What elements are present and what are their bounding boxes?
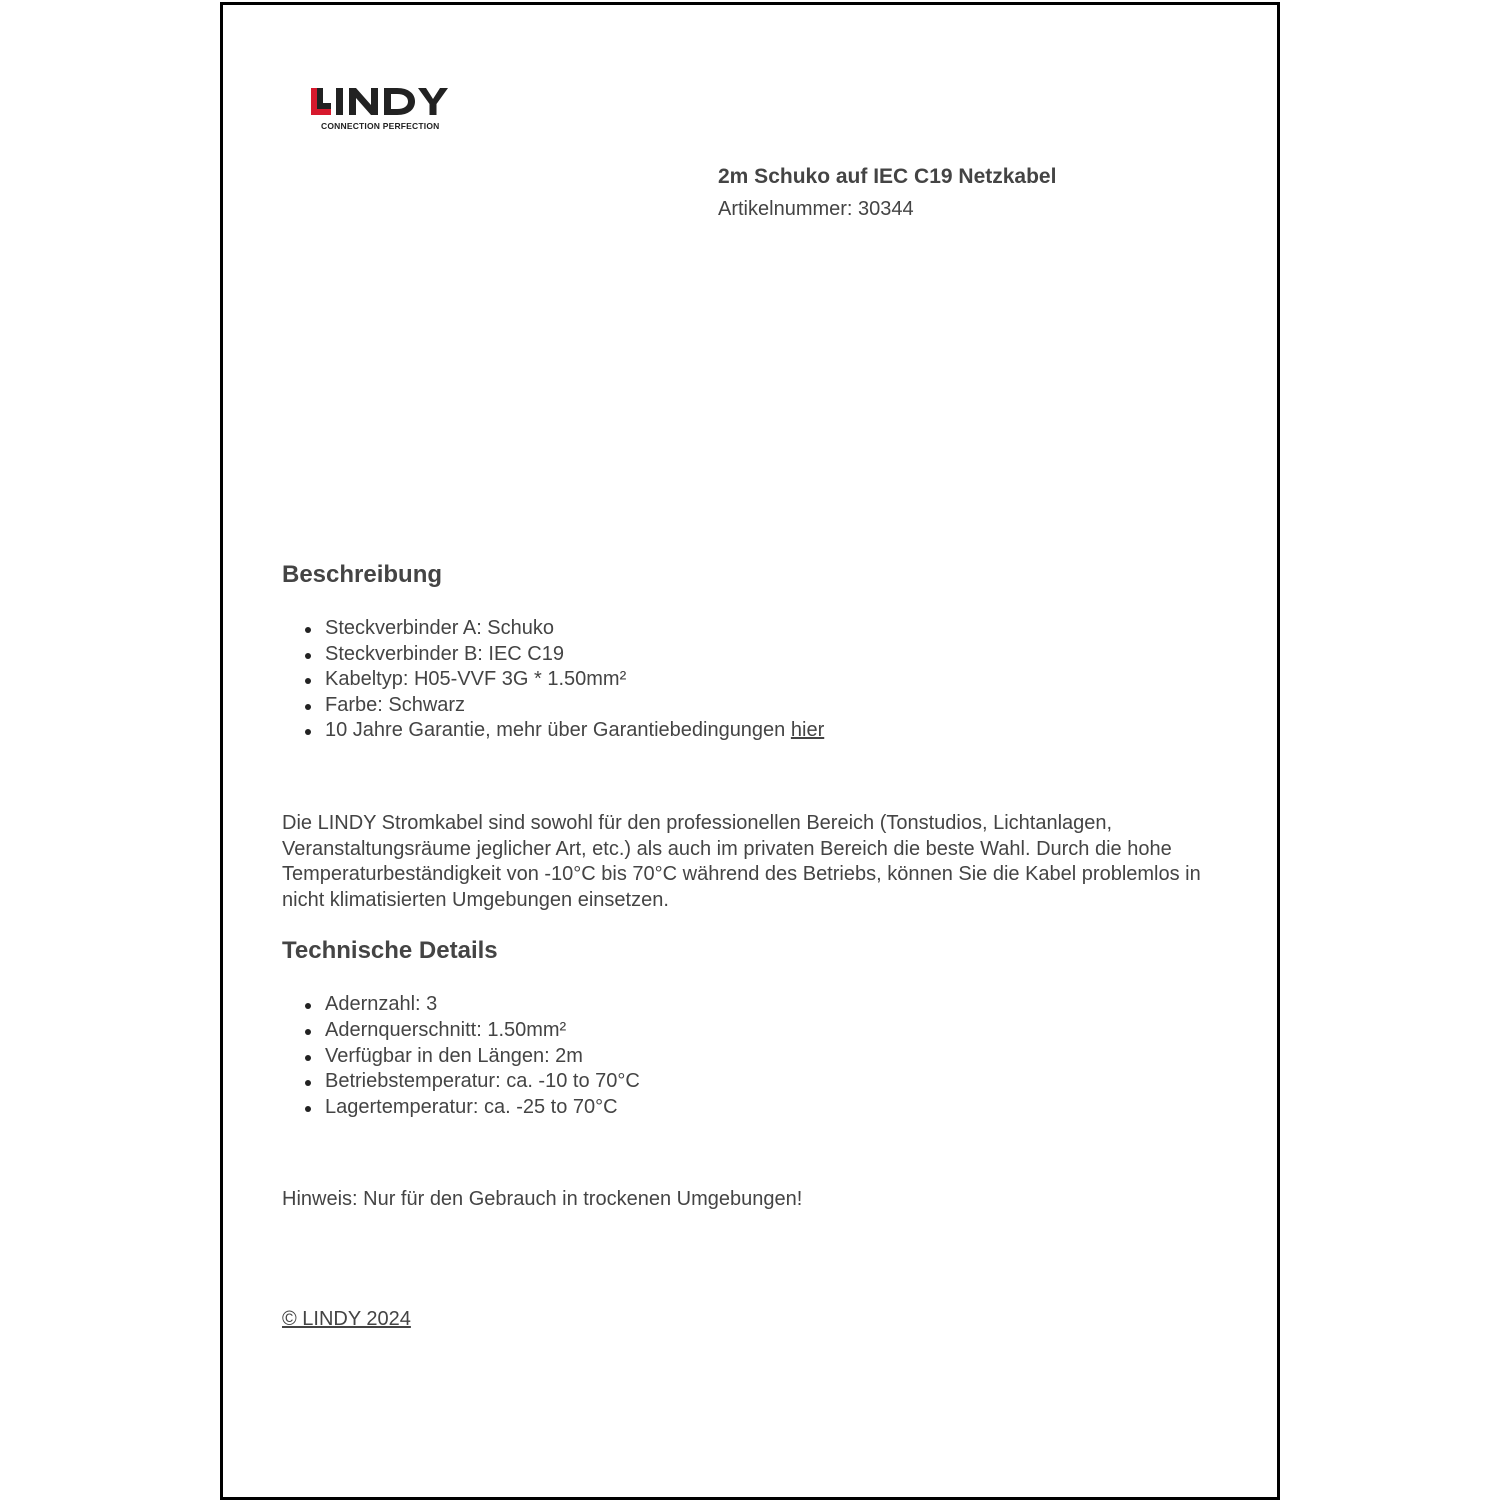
technical-list bbox=[282, 992, 1242, 1120]
list-item: Farbe: Schwarz bbox=[325, 693, 1242, 719]
list-item: Kabeltyp: H05-VVF 3G * 1.50mm² bbox=[325, 667, 1242, 693]
article-number: 30344 bbox=[858, 198, 914, 220]
article-number-line bbox=[718, 195, 1056, 223]
copyright-footer bbox=[282, 1307, 1242, 1333]
warranty-link[interactable]: hier bbox=[790, 719, 825, 742]
product-header bbox=[718, 163, 1056, 223]
list-item-warranty bbox=[325, 718, 1242, 744]
warranty-text: 10 Jahre Garantie, mehr über Garantiebedingungen bbox=[325, 719, 786, 742]
list-item: Adernzahl: 3 bbox=[325, 992, 1242, 1018]
description-list bbox=[282, 616, 1242, 744]
list-item: Steckverbinder B: IEC C19 bbox=[325, 642, 1242, 668]
logo-tagline: CONNECTION PERFECTION bbox=[321, 121, 440, 131]
list-item: Steckverbinder A: Schuko bbox=[325, 616, 1242, 642]
product-title: 2m Schuko auf IEC C19 Netzkabel bbox=[718, 165, 1057, 188]
technical-heading: Technische Details bbox=[282, 937, 498, 965]
lindy-logo-mark bbox=[309, 85, 459, 119]
list-item: Adernquerschnitt: 1.50mm² bbox=[325, 1018, 1242, 1044]
main-content bbox=[282, 555, 1242, 1333]
description-heading: Beschreibung bbox=[282, 561, 443, 588]
copyright-link[interactable]: © LINDY 2024 bbox=[282, 1307, 411, 1330]
list-item: Betriebstemperatur: ca. -10 to 70°C bbox=[325, 1069, 1242, 1095]
list-item: Verfügbar in den Längen: 2m bbox=[325, 1044, 1242, 1070]
article-label: Artikelnummer: bbox=[718, 198, 853, 220]
list-item: Lagertemperatur: ca. -25 to 70°C bbox=[325, 1095, 1242, 1121]
document-page bbox=[220, 2, 1280, 1500]
usage-note: Hinweis: Nur für den Gebrauch in trockenen Umgebungen! bbox=[282, 1188, 803, 1211]
description-paragraph: Die LINDY Stromkabel sind sowohl für den professionellen Bereich (Tonstudios, Lichtanlagen, Veranstaltungsräume jeglicher Art, etc.) als auch im privaten Bereich die beste Wahl. Durch die hohe Temperaturbeständigkeit von -10°C bis 70°C während des Betriebs, können Sie die Kabel problemlos in nicht klimatisierten Umgebungen einsetzen. bbox=[282, 811, 1201, 911]
lindy-logo bbox=[309, 85, 459, 135]
